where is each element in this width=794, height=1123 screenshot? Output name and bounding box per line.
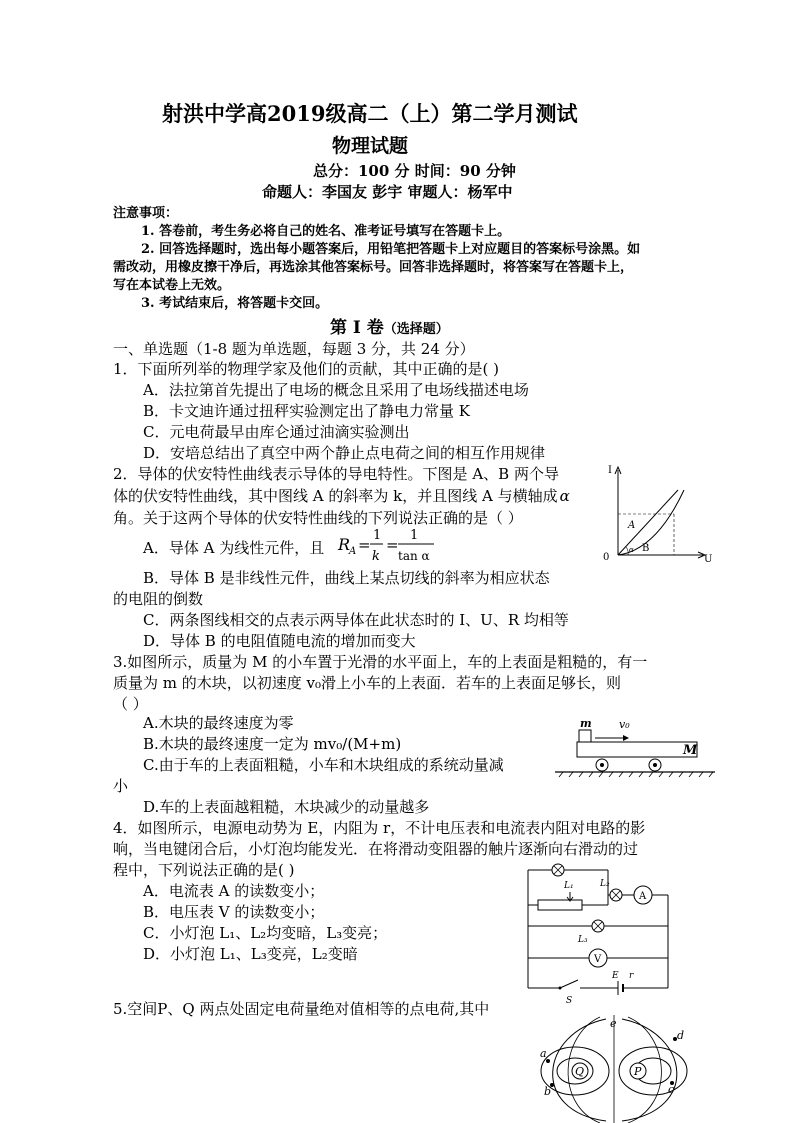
formula-den2: tan α [398,549,430,563]
label-l2: L₂ [600,879,610,889]
q1-option-c: C．元电荷最早由库仑通过油滴实验测出 [143,423,410,441]
q4-option-d: D．小灯泡 L₁、L₃变亮，L₂变暗 [143,945,358,963]
label-b: b [544,1085,552,1098]
q4-stem-3: 程中，下列说法正确的是( ) [113,861,295,879]
part-1-heading: 一、单选题（1-8 题为单选题，每题 3 分，共 24 分） [113,340,475,358]
formula-num2: 1 [410,528,419,543]
angle-label: α [629,546,634,554]
cart-mass-label: M [683,743,698,758]
q3-option-c-2: 小 [113,777,129,795]
q2-alpha: α [559,487,570,505]
q2-stem-2-text: 体的伏安特性曲线，其中图线 A 的斜率为 k，并且图线 A 与横轴成 [113,487,558,505]
exam-title: 射洪中学高2019级高二（上）第二学月测试 [162,101,578,126]
label-a: a [540,1047,547,1060]
point-a [546,1059,550,1063]
q2-option-c: C．两条图线相交的点表示两导体在此状态时的 I、U、R 均相等 [143,611,569,629]
q3-stem-2: 质量为 m 的木块，以初速度 v₀滑上小车的上表面．若车的上表面足够长，则 [113,674,622,692]
ammeter-label: A [639,891,647,902]
label-l1: L₁ [564,881,574,891]
voltmeter-label: V [594,954,602,965]
q2-stem-3: 角。关于这两个导体的伏安特性曲线的下列说法正确的是（ ） [113,509,523,527]
note-1: 1. 答卷前，考生务必将自己的姓名、准考证号填写在答题卡上。 [141,224,511,239]
q4-stem-2: 响，当电键闭合后，小灯泡均能发光．在将滑动变阻器的触片逐渐向右滑动的过 [113,840,639,858]
q5-stem: 5.空间P、Q 两点处固定电荷量绝对值相等的点电荷,其中 [113,1000,490,1018]
q3-option-c-1: C.由于车的上表面粗糙，小车和木块组成的系统动量减 [143,756,504,774]
velocity-arrowhead [623,735,629,741]
formula-num1: 1 [373,528,382,543]
q2-stem-1: 2．导体的伏安特性曲线表示导体的导电特性。下图是 A、B 两个导 [113,465,559,483]
label-e: E [612,971,619,981]
q1-option-d: D．安培总结出了真空中两个静止点电荷之间的相互作用规律 [143,444,546,462]
note-2-end: 写在本试卷上无效。 [113,278,231,293]
origin-label: 0 [603,552,610,563]
section-title-main: 第 I 卷 [330,318,384,338]
q4-circuit-diagram [518,862,693,1007]
label-s: S [566,996,573,1006]
curve-b-label: B [642,543,650,554]
q3-option-b: B.木块的最终速度一定为 mv₀/(M+m) [143,735,402,753]
label-c: c [668,1083,675,1096]
q3-stem-3: （ ） [113,695,148,713]
q2-option-b-1: B．导体 B 是非线性元件，曲线上某点切线的斜率为相应状态 [143,569,550,587]
u-axis-label: U [704,554,713,565]
label-q: Q [575,1065,585,1078]
label-r: r [629,971,634,981]
q2-option-a-text: A．导体 A 为线性元件，且 [143,539,325,557]
wheel-hub-right [653,763,657,767]
formula-r: R [338,535,351,554]
q4-option-c: C．小灯泡 L₁、L₂均变暗，L₃变亮； [143,924,388,942]
q3-option-d: D.车的上表面越粗糙，木块减少的动量越多 [143,798,430,816]
label-l3: L₃ [578,935,588,945]
cart-body [577,742,697,757]
q4-option-b: B．电压表 V 的读数变小； [143,903,325,921]
wheel-hub-left [600,763,604,767]
formula-sub: A [349,546,357,557]
notes-heading: 注意事项： [113,206,179,221]
formula-den1: k [372,549,380,564]
line-a-label: A [628,520,636,531]
switch-pivot [559,987,562,990]
q4-option-a: A．电流表 A 的读数变小； [143,882,325,900]
label-e: e [610,1017,617,1030]
exam-subtitle: 物理试题 [332,135,409,157]
q2-stem-2 [113,485,570,506]
note-2: 2. 回答选择题时，选出每小题答案后，用铅笔把答题卡上对应题目的答案标号涂黑。如 [141,242,641,257]
q1-option-a: A．法拉第首先提出了电场的概念且采用了电场线描述电场 [143,381,529,399]
q2-option-b-2: 的电阻的倒数 [113,590,204,608]
authors: 命题人：李国友 彭宇 审题人：杨军中 [262,183,513,201]
q1-option-b: B．卡文迪许通过扭秤实验测定出了静电力常量 K [143,402,470,420]
rheostat [538,900,582,910]
note-2-cont: 需改动，用橡皮擦干净后，再选涂其他答案标号。回答非选择题时，将答案写在答题卡上， [113,260,634,275]
ground-hatching [559,772,713,777]
q2-formula [338,526,438,568]
score-time: 总分：100 分 时间：90 分钟 [313,162,516,180]
q2-option-d: D．导体 B 的电阻值随电流的增加而变大 [143,632,416,650]
label-p: P [634,1065,642,1078]
label-d: d [677,1029,685,1042]
q3-stem-1: 3.如图所示，质量为 M 的小车置于光滑的水平面上，车的上表面是粗糙的，有一 [113,653,648,671]
q3-option-a: A.木块的最终速度为零 [143,714,294,732]
velocity-label: v₀ [619,718,630,731]
q3-cart-diagram [555,714,725,784]
section-title [330,313,449,338]
formula-eq2: = [386,536,399,554]
note-3: 3. 考试结束后，将答题卡交回。 [141,296,329,311]
q4-stem-1: 4．如图所示，电源电动势为 E，内阻为 r，不计电压表和电流表内阻对电路的影 [113,819,646,837]
q2-iu-graph [598,462,718,567]
q5-field-diagram [520,1015,720,1123]
q1-stem: 1．下面所列举的物理学家及他们的贡献，其中正确的是( ) [113,360,500,378]
angle-arc [626,547,628,555]
formula-eq: = [358,536,371,554]
section-title-note: （选择题） [383,322,449,337]
i-axis-label: I [608,465,612,476]
block-mass-label: m [580,717,592,730]
block [579,730,591,742]
switch-s [560,980,578,988]
